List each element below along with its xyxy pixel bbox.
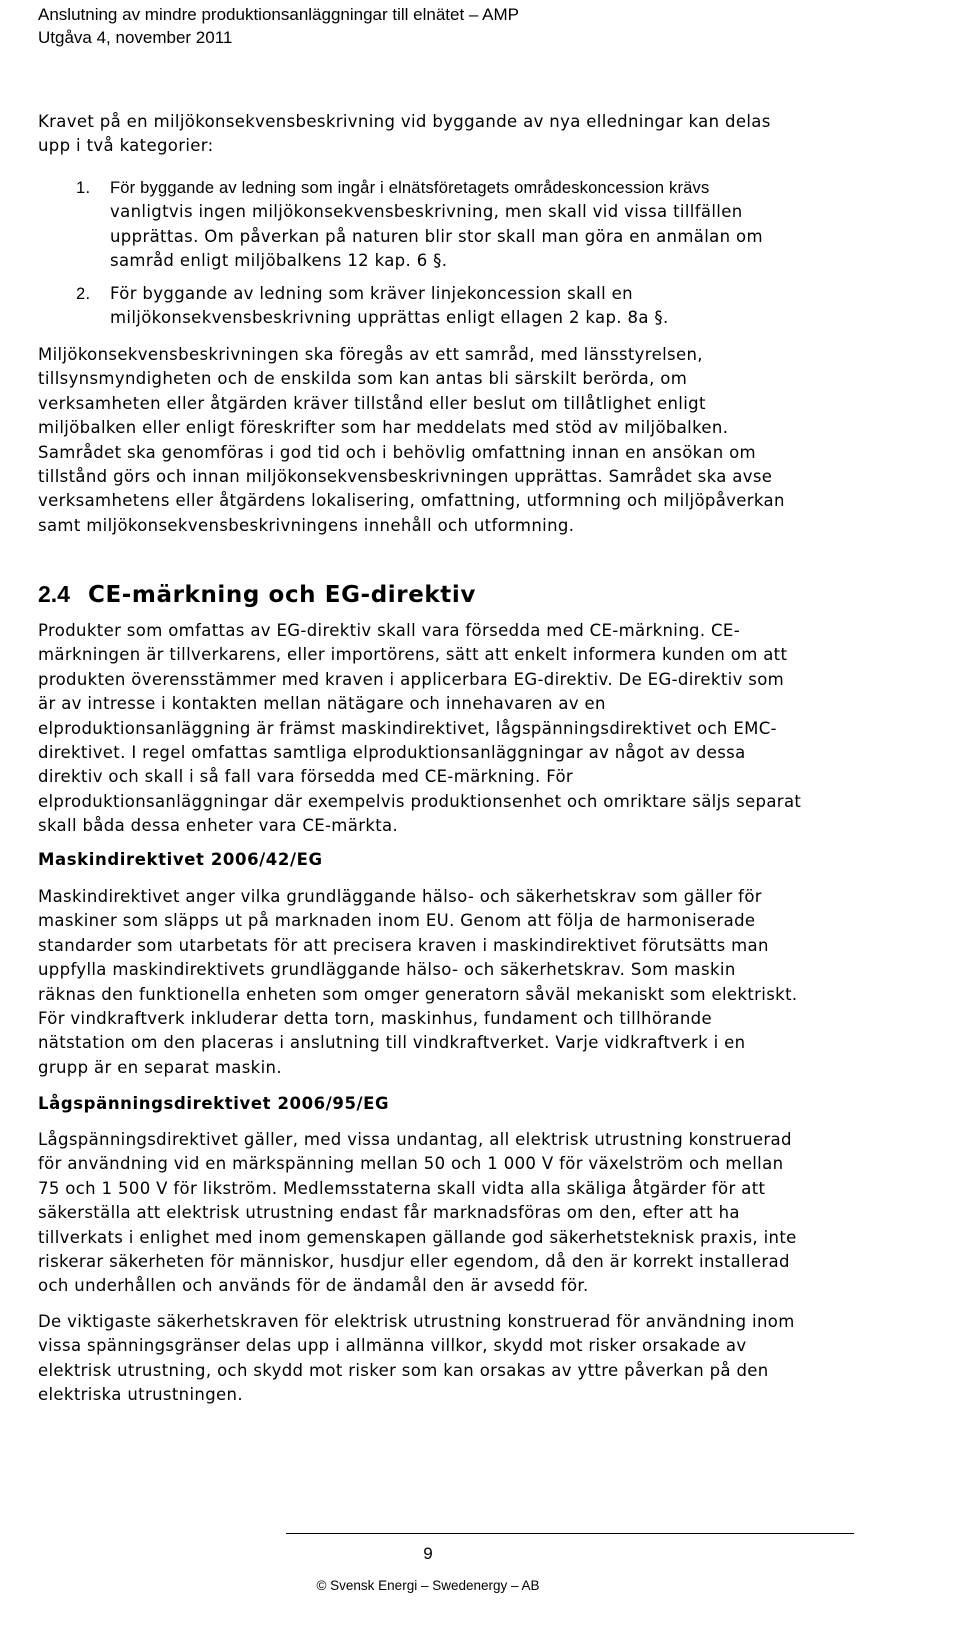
document-header (38, 3, 519, 49)
lvd-paragraph (38, 1128, 918, 1299)
text-line: upprättas. Om påverkan på naturen blir stor skall man göra en anmälan om (110, 226, 763, 246)
text-line: verksamheten eller åtgärden kräver tillstånd eller beslut om tillåtlighet enligt (38, 393, 706, 413)
text-line: tillstånd görs och innan miljökonsekvensbeskrivningen upprättas. Samrådet ska avse (38, 467, 773, 487)
text-line: Kravet på en miljökonsekvensbeskrivning vid byggande av nya elledningar kan delas (38, 112, 771, 131)
maskin-paragraph (38, 885, 918, 1080)
header-title: Anslutning av mindre produktionsanläggningar till elnätet – AMP (38, 5, 520, 24)
footer-divider (286, 1533, 854, 1534)
lvd-safety-paragraph (38, 1310, 918, 1408)
text-line: miljökonsekvensbeskrivning upprättas enligt ellagen 2 kap. 8a §. (110, 308, 669, 328)
page-number: 9 (423, 1544, 433, 1563)
text-line: För byggande av ledning som ingår i elnätsföretagets områdeskoncession krävs (110, 179, 710, 197)
text-line: standarder som utarbetats för att precisera kraven i maskindirektivet förutsätts man (38, 935, 769, 955)
text-line: uppfylla maskindirektivets grundläggande hälso- och säkerhetskrav. Som maskin (38, 960, 736, 980)
text-line: 75 och 1 500 V för likström. Medlemsstaterna skall vidta alla skäliga åtgärder för att (38, 1178, 766, 1198)
text-line: Produkter som omfattas av EG-direktiv skall vara försedda med CE-märkning. CE- (38, 621, 741, 640)
text-line: maskiner som släpps ut på marknaden inom EU. Genom att följa de harmoniserade (38, 911, 756, 931)
text-line: räknas den funktionella enheten som omger generatorn såväl mekaniskt som elektriskt. (38, 984, 798, 1004)
section-title: CE-märkning och EG-direktiv (87, 582, 476, 608)
mkb-paragraph (38, 343, 918, 538)
text-line: elproduktionsanläggning är främst maskindirektivet, lågspänningsdirektivet och EMC- (38, 718, 777, 738)
footer-copyright: © Svensk Energi – Swedenergy – AB (316, 1578, 540, 1593)
text-line: direktivet. I regel omfattas samtliga elproduktionsanläggningar av något av dessa (38, 743, 746, 763)
text-line: nätstation om den placeras i anslutning till vindkraftverket. Varje vidkraftverk i en (38, 1033, 746, 1053)
text-line: skall båda dessa enheter vara CE-märkta. (38, 816, 399, 836)
text-line: direktiv och skall i så fall vara försedda med CE-märkning. För (38, 767, 574, 787)
text-line: verksamhetens eller åtgärdens lokalisering, omfattning, utformning och miljöpåverkan (38, 491, 785, 511)
section-number: 2.4 (38, 581, 70, 607)
text-line: grupp är en separat maskin. (38, 1057, 282, 1077)
text-line: För byggande av ledning som kräver linjekoncession skall en (110, 284, 633, 303)
ce-paragraph (38, 619, 918, 839)
text-line: tillverkats i enlighet med inom gemenskapen gällande god säkerhetsteknisk praxis, inte (38, 1227, 797, 1247)
text-line: och underhållen och används för de ändamål den är avsedd för. (38, 1276, 589, 1296)
intro-paragraph (38, 110, 918, 159)
text-line: produkten överensstämmer med kraven i applicerbara EG-direktiv. De EG-direktiv som (38, 669, 785, 689)
text-line: samråd enligt miljöbalkens 12 kap. 6 §. (110, 251, 448, 271)
text-line: elektrisk utrustning, och skydd mot risker som kan orsakas av yttre påverkan på den (38, 1360, 769, 1380)
section-heading (38, 581, 476, 608)
subsection-heading-lagspanningsdirektivet: Lågspänningsdirektivet 2006/95/EG (38, 1094, 390, 1113)
text-line: tillsynsmyndigheten och de enskilda som kan antas bli särskilt berörda, om (38, 369, 688, 389)
text-line: är av intresse i kontakten mellan nätägare och innehavaren av en (38, 694, 606, 714)
text-line: För vindkraftverk inkluderar detta torn, maskinhus, fundament och tillhörande (38, 1009, 713, 1029)
text-line: vissa spänningsgränser delas upp i allmänna villkor, skydd mot risker orsakade av (38, 1336, 747, 1356)
text-line: Maskindirektivet anger vilka grundläggande hälso- och säkerhetskrav som gäller för (38, 887, 762, 906)
text-line: elektriska utrustningen. (38, 1385, 243, 1405)
text-line: Samrådet ska genomföras i god tid och i behövlig omfattning innan en ansökan om (38, 442, 756, 462)
text-line: Miljökonsekvensbeskrivningen ska föregås av ett samråd, med länsstyrelsen, (38, 345, 703, 364)
text-line: elproduktionsanläggningar där exempelvis produktionsenhet och omriktare säljs separat (38, 791, 802, 811)
text-line: miljöbalken eller enligt föreskrifter som har meddelats med stöd av miljöbalken. (38, 418, 729, 438)
text-line: De viktigaste säkerhetskraven för elektrisk utrustning konstruerad för användning inom (38, 1312, 795, 1331)
text-line: Lågspänningsdirektivet gäller, med vissa undantag, all elektrisk utrustning konstruerad (38, 1130, 792, 1149)
list-item-number: 2. (76, 285, 91, 303)
subsection-heading-maskindirektivet: Maskindirektivet 2006/42/EG (38, 850, 323, 869)
list-item-number: 1. (76, 179, 91, 197)
text-line: riskerar säkerheten för människor, husdjur eller egendom, då den är korrekt installerad (38, 1252, 790, 1272)
text-line: upp i två kategorier: (38, 136, 214, 156)
text-line: märkningen är tillverkarens, eller importörens, sätt att enkelt informera kunden om att (38, 645, 788, 665)
header-edition: Utgåva 4, november 2011 (38, 28, 233, 47)
text-line: säkerställa att elektrisk utrustning endast får marknadsföras om den, efter att ha (38, 1203, 740, 1223)
text-line: för användning vid en märkspänning mellan 50 och 1 000 V för växelström och mellan (38, 1154, 784, 1174)
text-line: samt miljökonsekvensbeskrivningens innehåll och utformning. (38, 515, 575, 535)
text-line: vanligtvis ingen miljökonsekvensbeskrivning, men skall vid vissa tillfällen (110, 202, 743, 222)
